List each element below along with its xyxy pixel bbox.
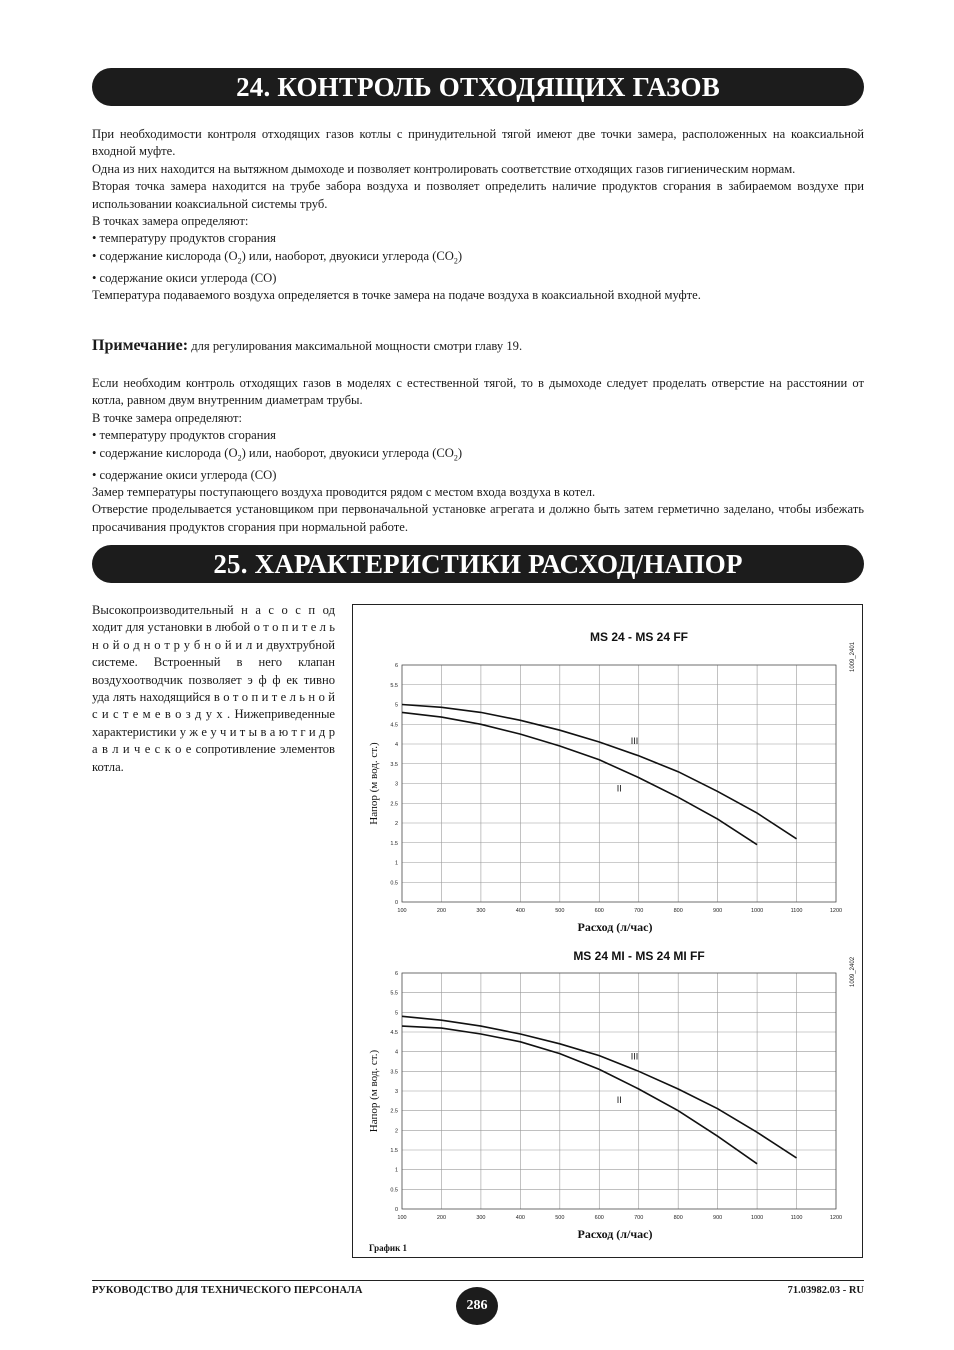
bullet-item: • содержание окиси углерода (CO) [92, 270, 277, 285]
y-tick-label: 1.5 [390, 1148, 398, 1154]
x-tick-label: 900 [713, 908, 723, 914]
y-tick-label: 3.5 [390, 1069, 398, 1076]
y-tick-label: 4 [394, 1049, 398, 1056]
series-label: III [630, 1051, 639, 1062]
series-line-II [402, 1026, 757, 1164]
x-tick-label: 800 [673, 908, 683, 914]
y-tick-label: 0.5 [390, 1187, 398, 1194]
chart-code: 1009_2402 [850, 956, 856, 987]
y-tick-label: 3 [394, 781, 398, 788]
x-tick-label: 900 [713, 1215, 723, 1221]
series-label: II [616, 783, 622, 794]
paragraph: Одна из них находится на вытяжном дымоходе и позволяет контролировать соответствие отходящих газов гигиеническим нормам. [92, 161, 796, 176]
x-tick-label: 1100 [790, 1215, 803, 1221]
note [92, 337, 864, 355]
y-tick-label: 5 [394, 1010, 398, 1017]
y-tick-label: 1 [394, 1167, 398, 1174]
footer-line [92, 1280, 864, 1281]
y-tick-label: 0 [394, 900, 398, 906]
chart-code: 1009_2401 [850, 641, 856, 672]
series-line-II [402, 712, 757, 844]
y-tick-label: 2 [394, 821, 398, 827]
charts-svg [353, 605, 864, 1259]
paragraph: В точках замера определяют: [92, 214, 249, 229]
paragraph: Вторая точка замера находится на трубе забора воздуха и позволяет определить наличие продуктов сгорания в забираемом воздухе при использовании коаксиальной системы труб. [92, 179, 864, 211]
y-tick-label: 0 [394, 1207, 398, 1213]
y-tick-label: 4.5 [390, 722, 398, 729]
note-text: для регулирования максимальной мощности смотри главу 19. [188, 339, 523, 353]
y-tick-label: 2 [394, 1128, 398, 1135]
y-axis-label: Напор (м вод. ст.) [368, 1049, 380, 1133]
bullet-item: • содержание кислорода $(O_2)$ или, наоборот, двуокиси углерода $(CO_2)$ [92, 248, 463, 266]
y-tick-label: 2.5 [390, 801, 398, 808]
series-label: III [630, 735, 639, 746]
note-label: Примечание: [92, 337, 189, 354]
x-tick-label: 1100 [790, 908, 803, 914]
y-tick-label: 5 [394, 702, 398, 709]
x-tick-label: 400 [515, 1215, 525, 1221]
footer-right: 71.03982.03 - RU [787, 1285, 864, 1296]
chart-box [352, 604, 863, 1258]
y-tick-label: 3 [394, 1089, 398, 1095]
y-tick-label: 1 [394, 860, 398, 867]
y-tick-label: 6 [394, 663, 398, 669]
x-axis-label: Расход (л/час) [577, 920, 653, 934]
y-tick-label: 1.5 [390, 840, 398, 847]
x-axis-label: Расход (л/час) [577, 1227, 653, 1241]
x-tick-label: 1000 [750, 1215, 764, 1221]
x-tick-label: 500 [555, 1215, 565, 1221]
section-24-text-2 [92, 375, 864, 536]
paragraph: Температура подаваемого воздуха определяется в точке замера на подаче воздуха в коаксиальной входной муфте. [92, 288, 701, 303]
y-tick-label: 6 [394, 971, 398, 977]
bullet-item: • температуру продуктов сгорания [92, 428, 276, 443]
x-tick-label: 700 [634, 1215, 644, 1221]
paragraph: Отверстие проделывается установщиком при первоначальной установке агрегата и должно быть затем герметично заделано, чтобы избежать просачивания продуктов сгорания при нормальной работе. [92, 502, 864, 534]
x-tick-label: 200 [436, 908, 447, 914]
y-tick-label: 5.5 [390, 990, 398, 997]
x-tick-label: 500 [555, 908, 565, 914]
y-axis-label: Напор (м вод. ст.) [368, 742, 380, 825]
y-tick-label: 0.5 [390, 880, 398, 887]
footer-left: РУКОВОДСТВО ДЛЯ ТЕХНИЧЕСКОГО ПЕРСОНАЛА [92, 1285, 363, 1296]
section-24-title: 24. КОНТРОЛЬ ОТХОДЯЩИХ ГАЗОВ [92, 68, 864, 106]
section-25-text: Высокопроизводительный н а с о с п од ходит для установки в любой о т о п и т е л ь н о й о д н о т р у б н о й и л и двухтрубной системе. Встроенный в него клапан воздухоотводчик позволяет э ф ф ек тивно уда лять находящийся в о т о п и т е л ь н о й с и с т е м е в о з д у х . Нижеприведенные характеристики у ж е у ч и т ы в а ю т г и д р а в л и ч е с к о е сопротивление элементов котла. [92, 603, 335, 774]
chart-title: MS 24 - MS 24 FF [589, 630, 689, 644]
figure-caption: График 1 [369, 1243, 408, 1253]
paragraph: Если необходим контроль отходящих газов в моделях с естественной тягой, то в дымоходе следует проделать отверстие на расстоянии от котла, равном двум внутренним диаметрам трубы. [92, 376, 864, 408]
x-tick-label: 100 [397, 1215, 407, 1221]
section-24-text [92, 126, 864, 305]
section-25-title: 25. ХАРАКТЕРИСТИКИ РАСХОД/НАПОР [92, 545, 864, 583]
bullet-item: • содержание окиси углерода (CO) [92, 467, 277, 482]
x-tick-label: 400 [515, 908, 525, 914]
paragraph: Замер температуры поступающего воздуха проводится рядом с местом входа воздуха в котел. [92, 484, 596, 499]
bullet-item: • температуру продуктов сгорания [92, 231, 276, 246]
x-tick-label: 100 [397, 908, 407, 914]
paragraph: В точке замера определяют: [92, 410, 242, 425]
y-tick-label: 2.5 [390, 1108, 398, 1115]
chart-title: MS 24 MI - MS 24 MI FF [573, 949, 705, 963]
x-tick-label: 600 [594, 908, 604, 914]
x-tick-label: 800 [673, 1215, 683, 1221]
y-tick-label: 4.5 [390, 1030, 398, 1036]
x-tick-label: 1000 [750, 908, 764, 914]
x-tick-label: 300 [476, 1215, 486, 1221]
x-tick-label: 300 [476, 908, 486, 914]
x-tick-label: 200 [436, 1215, 447, 1221]
x-tick-label: 1200 [829, 1215, 843, 1221]
bullet-item: • содержание кислорода $(O_2)$ или, наоборот, двуокиси углерода $(CO_2)$ [92, 445, 463, 463]
x-tick-label: 700 [634, 908, 644, 914]
y-tick-label: 5.5 [390, 682, 398, 689]
y-tick-label: 3.5 [390, 761, 398, 768]
series-label: II [616, 1095, 622, 1106]
paragraph: При необходимости контроля отходящих газов котлы с принудительной тягой имеют две точки замера, расположенных на коаксиальной входной муфте. [92, 127, 864, 159]
page-number: 286 [456, 1287, 498, 1325]
x-tick-label: 1200 [829, 908, 843, 914]
y-tick-label: 4 [394, 742, 398, 748]
x-tick-label: 600 [594, 1215, 604, 1221]
